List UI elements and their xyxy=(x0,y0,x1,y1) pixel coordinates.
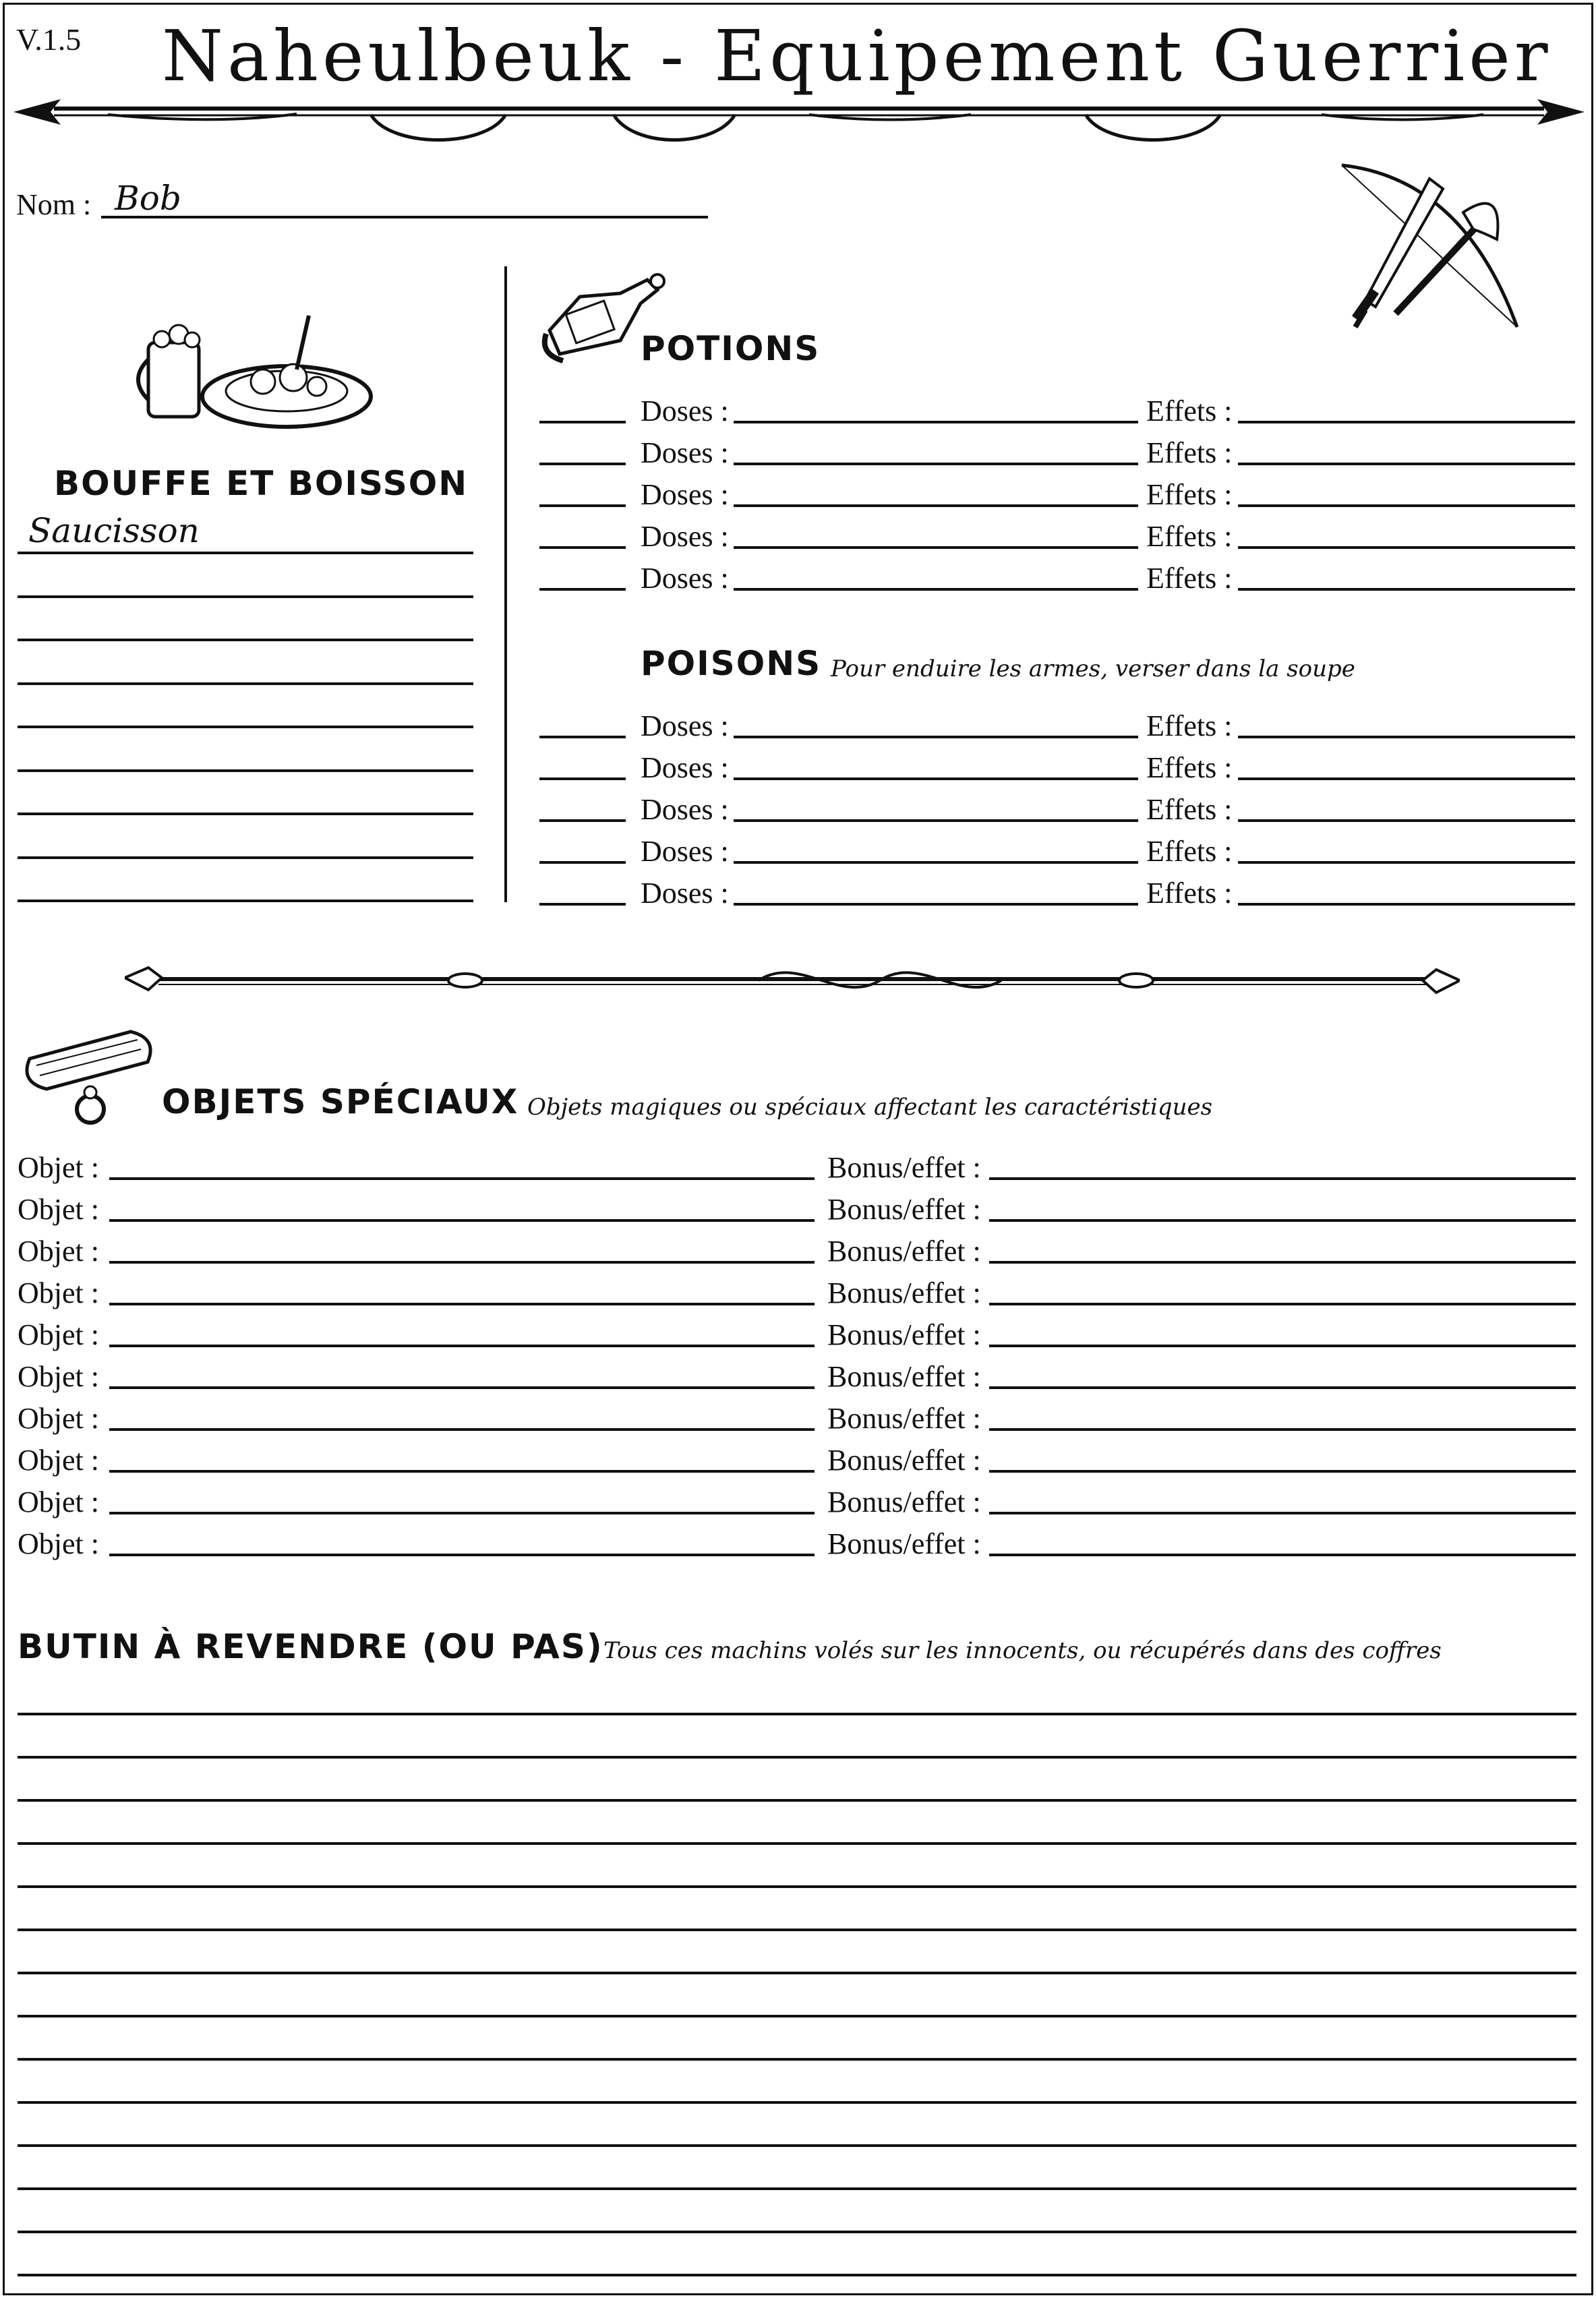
bonus-line[interactable] xyxy=(989,1219,1576,1222)
bonus-label: Bonus/effet : xyxy=(827,1527,981,1560)
potions-row xyxy=(0,517,1596,558)
loot-section-subtitle: Tous ces machins volés sur les innocents, ou récupérés dans des coffres xyxy=(603,1637,1442,1664)
loot-line[interactable] xyxy=(18,1842,1576,1845)
effect-line[interactable] xyxy=(1238,819,1575,822)
object-line[interactable] xyxy=(109,1386,815,1389)
page-title: Naheulbeuk - Equipement Guerrier xyxy=(162,15,1552,97)
dose-label: Doses : xyxy=(641,835,729,868)
effect-line[interactable] xyxy=(1238,736,1575,738)
special-object-row xyxy=(0,1524,1596,1566)
food-line[interactable] xyxy=(18,639,473,641)
poisons-row xyxy=(0,831,1596,873)
dose-line[interactable] xyxy=(734,903,1138,906)
object-label: Objet : xyxy=(18,1485,99,1519)
bonus-line[interactable] xyxy=(989,1345,1576,1347)
poisons-section-subtitle: Pour enduire les armes, verser dans la soupe xyxy=(831,655,1355,682)
object-label: Objet : xyxy=(18,1360,99,1393)
loot-line[interactable] xyxy=(18,2144,1576,2147)
dose-label: Doses : xyxy=(641,877,729,910)
bonus-label: Bonus/effet : xyxy=(827,1276,981,1309)
bonus-line[interactable] xyxy=(989,1303,1576,1305)
special-object-row xyxy=(0,1482,1596,1524)
special-object-row xyxy=(0,1398,1596,1440)
bonus-label: Bonus/effet : xyxy=(827,1360,981,1393)
bonus-line[interactable] xyxy=(989,1554,1576,1556)
effect-label: Effets : xyxy=(1146,877,1233,910)
loot-section-title: BUTIN À REVENDRE (OU PAS) xyxy=(18,1627,603,1666)
loot-line[interactable] xyxy=(18,2101,1576,2104)
quantity-line[interactable] xyxy=(539,421,626,423)
dose-line[interactable] xyxy=(734,421,1138,423)
quantity-line[interactable] xyxy=(539,736,626,738)
food-item[interactable]: Saucisson xyxy=(28,511,200,550)
dose-line[interactable] xyxy=(734,546,1138,549)
dose-label: Doses : xyxy=(641,478,729,511)
bonus-label: Bonus/effet : xyxy=(827,1151,981,1184)
effect-label: Effets : xyxy=(1146,436,1233,469)
object-label: Objet : xyxy=(18,1193,99,1226)
object-line[interactable] xyxy=(109,1345,815,1347)
special-object-row xyxy=(0,1357,1596,1398)
dose-label: Doses : xyxy=(641,709,729,742)
loot-line[interactable] xyxy=(18,1885,1576,1888)
food-section-title: BOUFFE ET BOISSON xyxy=(54,464,469,503)
bonus-label: Bonus/effet : xyxy=(827,1193,981,1226)
dose-line[interactable] xyxy=(734,777,1138,780)
dose-label: Doses : xyxy=(641,520,729,553)
version-label: V.1.5 xyxy=(16,22,82,57)
special-objects-section-subtitle: Objets magiques ou spéciaux affectant les caractéristiques xyxy=(527,1094,1213,1121)
bonus-label: Bonus/effet : xyxy=(827,1485,981,1519)
name-line[interactable] xyxy=(101,216,708,218)
loot-line[interactable] xyxy=(18,1928,1576,1931)
object-label: Objet : xyxy=(18,1276,99,1309)
poisons-row xyxy=(0,873,1596,915)
bonus-label: Bonus/effet : xyxy=(827,1318,981,1351)
bonus-line[interactable] xyxy=(989,1386,1576,1389)
dose-line[interactable] xyxy=(734,463,1138,465)
object-label: Objet : xyxy=(18,1402,99,1435)
effect-line[interactable] xyxy=(1238,463,1575,465)
loot-line[interactable] xyxy=(18,1799,1576,1802)
loot-line[interactable] xyxy=(18,1713,1576,1715)
loot-line[interactable] xyxy=(18,1972,1576,1974)
effect-line[interactable] xyxy=(1238,546,1575,549)
effect-line[interactable] xyxy=(1238,861,1575,864)
special-object-row xyxy=(0,1440,1596,1482)
object-line[interactable] xyxy=(109,1219,815,1222)
object-label: Objet : xyxy=(18,1527,99,1560)
dose-label: Doses : xyxy=(641,394,729,428)
quantity-line[interactable] xyxy=(539,777,626,780)
effect-label: Effets : xyxy=(1146,835,1233,868)
special-object-row xyxy=(0,1315,1596,1357)
loot-line[interactable] xyxy=(18,2058,1576,2061)
effect-label: Effets : xyxy=(1146,478,1233,511)
quantity-line[interactable] xyxy=(539,463,626,465)
bonus-label: Bonus/effet : xyxy=(827,1402,981,1435)
dose-label: Doses : xyxy=(641,751,729,784)
quantity-line[interactable] xyxy=(539,861,626,864)
dose-line[interactable] xyxy=(734,736,1138,738)
bonus-line[interactable] xyxy=(989,1261,1576,1264)
dose-line[interactable] xyxy=(734,504,1138,507)
effect-line[interactable] xyxy=(1238,777,1575,780)
potions-row xyxy=(0,558,1596,600)
object-line[interactable] xyxy=(109,1428,815,1431)
name-value[interactable]: Bob xyxy=(115,179,181,218)
special-object-row xyxy=(0,1231,1596,1273)
special-object-row xyxy=(0,1189,1596,1231)
effect-line[interactable] xyxy=(1238,588,1575,591)
poisons-row xyxy=(0,706,1596,748)
object-line[interactable] xyxy=(109,1554,815,1556)
loot-line[interactable] xyxy=(18,2274,1576,2276)
loot-line[interactable] xyxy=(18,2231,1576,2233)
effect-label: Effets : xyxy=(1146,520,1233,553)
food-line[interactable] xyxy=(18,682,473,685)
object-line[interactable] xyxy=(109,1177,815,1180)
object-label: Objet : xyxy=(18,1235,99,1268)
effect-line[interactable] xyxy=(1238,421,1575,423)
object-label: Objet : xyxy=(18,1151,99,1184)
quantity-line[interactable] xyxy=(539,819,626,822)
bonus-line[interactable] xyxy=(989,1512,1576,1514)
poisons-row xyxy=(0,748,1596,790)
weapons-icon xyxy=(1328,158,1531,344)
special-object-row xyxy=(0,1148,1596,1189)
quantity-line[interactable] xyxy=(539,588,626,591)
name-label: Nom : xyxy=(16,188,92,221)
object-line[interactable] xyxy=(109,1303,815,1305)
bonus-line[interactable] xyxy=(989,1470,1576,1473)
special-object-row xyxy=(0,1273,1596,1315)
bonus-line[interactable] xyxy=(989,1177,1576,1180)
dose-line[interactable] xyxy=(734,819,1138,822)
quantity-line[interactable] xyxy=(539,546,626,549)
dose-line[interactable] xyxy=(734,861,1138,864)
effect-label: Effets : xyxy=(1146,562,1233,595)
dose-label: Doses : xyxy=(641,793,729,826)
effect-label: Effets : xyxy=(1146,394,1233,428)
bonus-label: Bonus/effet : xyxy=(827,1235,981,1268)
effect-label: Effets : xyxy=(1146,709,1233,742)
effect-line[interactable] xyxy=(1238,504,1575,507)
dose-line[interactable] xyxy=(734,588,1138,591)
dose-label: Doses : xyxy=(641,436,729,469)
poisons-section-title: POISONS xyxy=(641,644,822,683)
bonus-label: Bonus/effet : xyxy=(827,1444,981,1477)
loot-line[interactable] xyxy=(18,1756,1576,1759)
potions-row xyxy=(0,391,1596,433)
object-line[interactable] xyxy=(109,1261,815,1264)
loot-line[interactable] xyxy=(18,2187,1576,2190)
poisons-row xyxy=(0,790,1596,831)
scroll-ring-icon xyxy=(16,1025,165,1136)
effect-label: Effets : xyxy=(1146,751,1233,784)
quantity-line[interactable] xyxy=(539,903,626,906)
dose-label: Doses : xyxy=(641,562,729,595)
object-line[interactable] xyxy=(109,1512,815,1514)
special-objects-section-title: OBJETS SPÉCIAUX xyxy=(162,1082,519,1121)
object-label: Objet : xyxy=(18,1318,99,1351)
effect-label: Effets : xyxy=(1146,793,1233,826)
object-label: Objet : xyxy=(18,1444,99,1477)
effect-line[interactable] xyxy=(1238,903,1575,906)
potions-section-title: POTIONS xyxy=(641,329,821,368)
potions-row xyxy=(0,433,1596,475)
potions-row xyxy=(0,475,1596,517)
loot-line[interactable] xyxy=(18,2015,1576,2017)
quantity-line[interactable] xyxy=(539,504,626,507)
bonus-line[interactable] xyxy=(989,1428,1576,1431)
object-line[interactable] xyxy=(109,1470,815,1473)
